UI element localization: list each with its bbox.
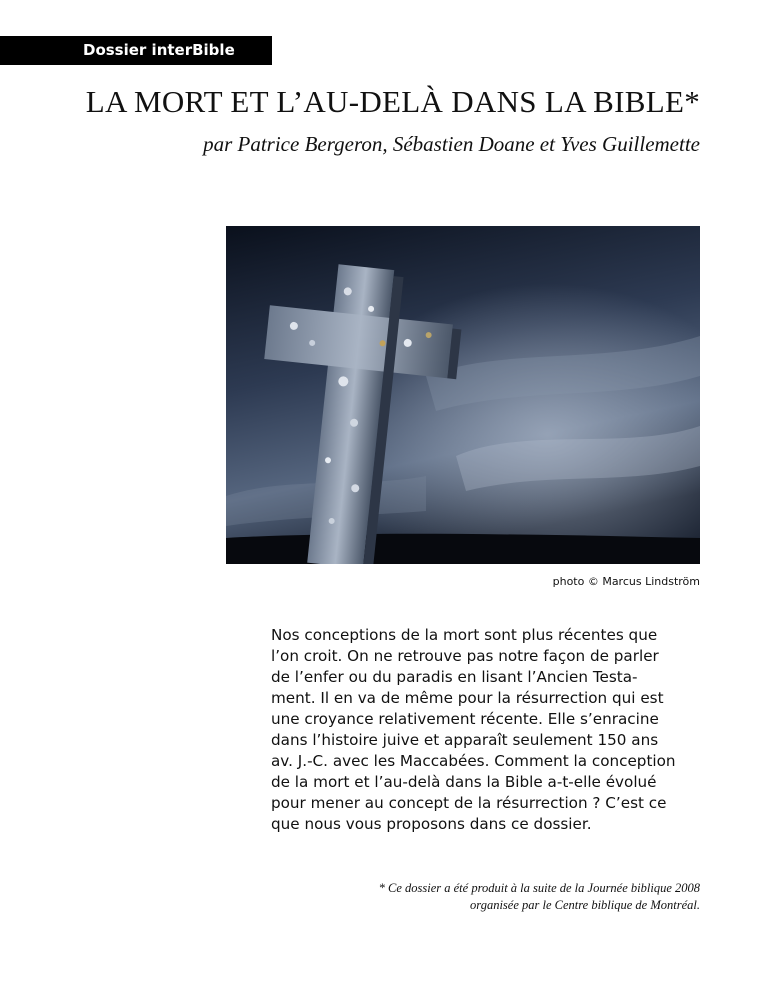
intro-line: ment. Il en va de même pour la résurrection qui est (271, 689, 664, 707)
article-title: LA MORT ET L’AU-DELÀ DANS LA BIBLE* (85, 84, 700, 119)
intro-line: l’on croit. On ne retrouve pas notre façon de parler (271, 647, 659, 665)
footnote-line: * Ce dossier a été produit à la suite de la Journée biblique 2008 (378, 881, 700, 895)
footnote-line: organisée par le Centre biblique de Montréal. (470, 898, 700, 912)
section-band (0, 36, 272, 65)
intro-line: Nos conceptions de la mort sont plus récentes que (271, 626, 658, 644)
intro-line: une croyance relativement récente. Elle s’enracine (271, 710, 659, 728)
photo-credit: photo © Marcus Lindström (552, 575, 700, 588)
intro-line: de l’enfer ou du paradis en lisant l’Ancien Testa- (271, 668, 638, 686)
footnote (379, 880, 700, 914)
intro-paragraph (271, 625, 711, 835)
cross-photo (226, 226, 700, 564)
horizon-ground (226, 534, 700, 564)
intro-line: que nous vous proposons dans ce dossier. (271, 815, 592, 833)
intro-line: av. J.-C. avec les Maccabées. Comment la conception (271, 752, 676, 770)
section-label: Dossier interBible (83, 41, 235, 59)
intro-line: pour mener au concept de la résurrection ? C’est ce (271, 794, 667, 812)
intro-line: dans l’histoire juive et apparaît seulement 150 ans (271, 731, 659, 749)
intro-line: de la mort et l’au-delà dans la Bible a-t-elle évolué (271, 773, 657, 791)
article-byline: par Patrice Bergeron, Sébastien Doane et Yves Guillemette (203, 132, 700, 156)
